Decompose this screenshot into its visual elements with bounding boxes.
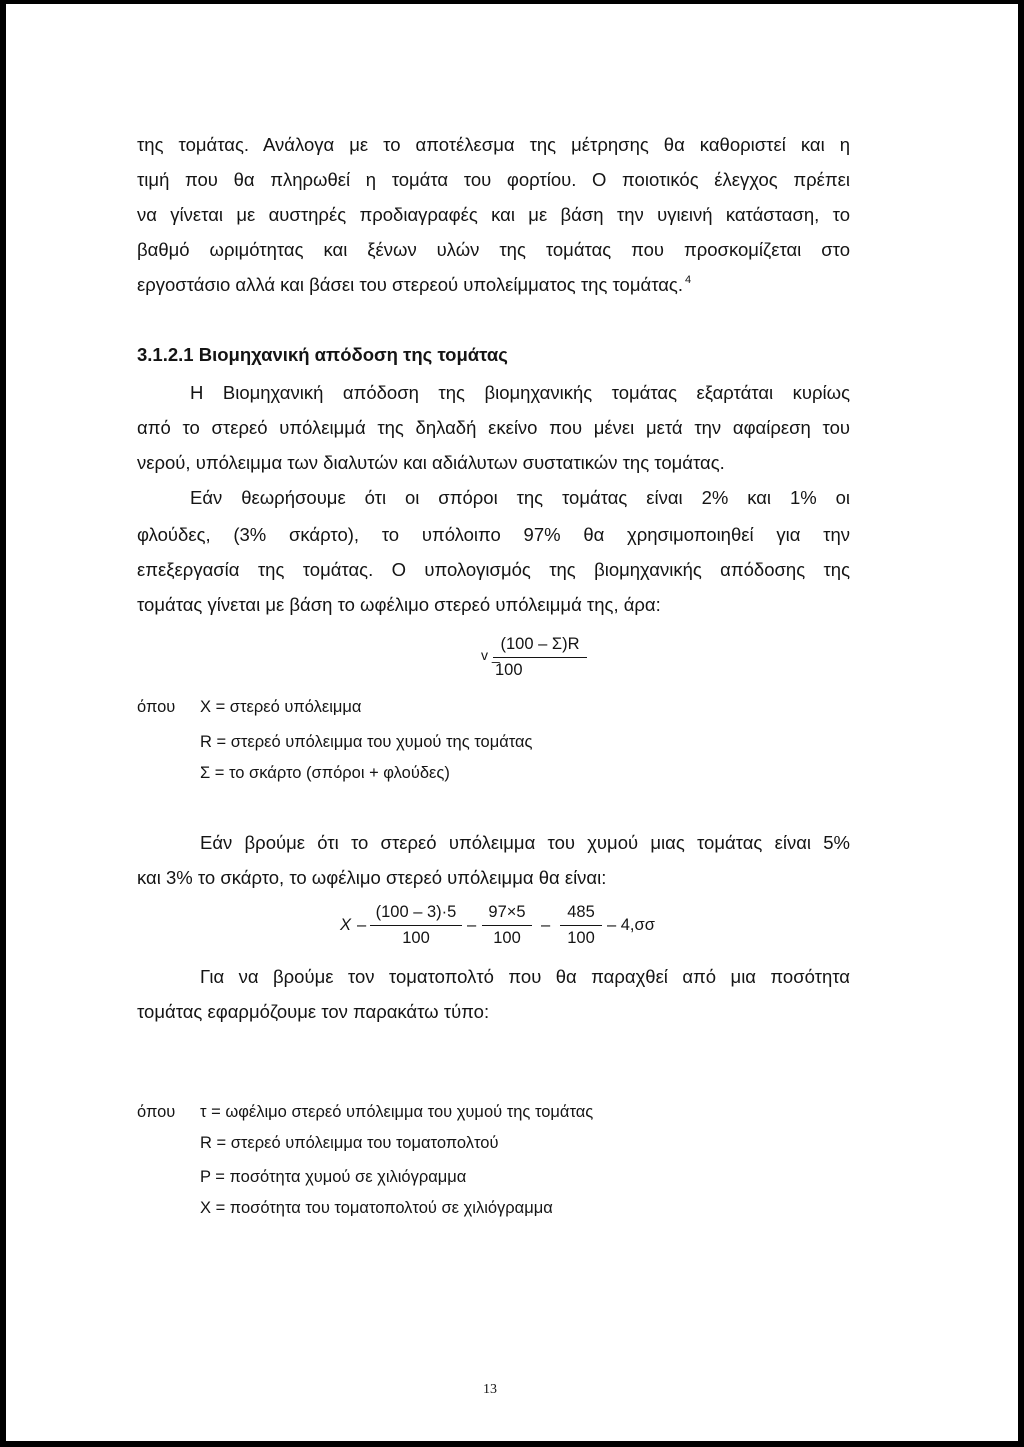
paragraph-2-line-1: Η Βιομηχανική απόδοση της βιομηχανικής τομάτας εξαρτάται κυρίως	[190, 382, 850, 403]
paragraph-1-line-4: βαθμό ωριμότητας και ξένων υλών της τομάτας που προσκομίζεται στο	[137, 239, 850, 260]
definition-1-item-2: R = στερεό υπόλειμμα του χυμού της τομάτας	[200, 733, 533, 751]
paragraph-1-line-5	[137, 273, 691, 297]
definition-1-item-1: Χ = στερεό υπόλειμμα	[200, 698, 362, 716]
formula-2-operator-1: –	[357, 916, 367, 934]
definition-2-item-2: R = στερεό υπόλειμμα του τοματοπολτού	[200, 1134, 499, 1152]
formula-1-fraction	[493, 633, 587, 680]
paragraph-3-line-4: τομάτας γίνεται με βάση το ωφέλιμο στερεό υπόλειμμά της, άρα:	[137, 594, 661, 615]
paragraph-5-line-2: τομάτας εφαρμόζουμε τον παρακάτω τύπο:	[137, 1001, 490, 1022]
paragraph-1-line-3: να γίνεται με αυστηρές προδιαγραφές και με βάση την υγιεινή κατάσταση, το	[137, 204, 850, 225]
paragraph-4-line-2: και 3% το σκάρτο, το ωφέλιμο στερεό υπόλειμμα θα είναι:	[137, 867, 607, 888]
formula-2-fraction-3-numerator: 485	[560, 901, 602, 926]
formula-2-fraction-2-denominator: 100	[493, 929, 521, 947]
formula-2-fraction-1-numerator: (100 – 3)·5	[370, 901, 462, 926]
formula-1-numerator: (100 – Σ)R	[493, 633, 587, 658]
paragraph-1-line-5-text: εργοστάσιο αλλά και βάσει του στερεού υπολείμματος της τομάτας.	[137, 274, 683, 295]
page-number: 13	[483, 1382, 497, 1397]
paragraph-1-line-1: της τομάτας. Ανάλογα με το αποτέλεσμα της μέτρησης θα καθοριστεί και η	[137, 134, 850, 155]
formula-2-operator-2: –	[467, 916, 477, 934]
formula-2-variable: X	[340, 916, 352, 934]
definitions-1-label: όπου	[137, 698, 176, 716]
definition-2-item-1: τ = ωφέλιμο στερεό υπόλειμμα του χυμού της τομάτας	[200, 1103, 594, 1121]
section-heading: 3.1.2.1 Βιομηχανική απόδοση της τομάτας	[137, 344, 508, 365]
paragraph-4-line-1: Εάν βρούμε ότι το στερεό υπόλειμμα του χυμού μιας τομάτας είναι 5%	[200, 832, 850, 853]
formula-2-operator-3: –	[541, 916, 551, 934]
formula-2-fraction-1	[370, 901, 462, 948]
formula-2-fraction-1-denominator: 100	[402, 929, 430, 947]
definition-2-item-3: Ρ = ποσότητα χυμού σε χιλιόγραμμα	[200, 1168, 467, 1186]
paragraph-3-line-1: Εάν θεωρήσουμε ότι οι σπόροι της τομάτας είναι 2% και 1% οι	[190, 487, 850, 508]
definition-1-item-3: Σ = το σκάρτο (σπόροι + φλούδες)	[200, 764, 450, 782]
paragraph-5-line-1: Για να βρούμε τον τοματοπολτό που θα παραχθεί από μια ποσότητα	[200, 966, 850, 987]
paragraph-2-line-3: νερού, υπόλειμμα των διαλυτών και αδιάλυτων συστατικών της τομάτας.	[137, 452, 725, 473]
paragraph-3-line-2: φλούδες, (3% σκάρτο), το υπόλοιπο 97% θα χρησιμοποιηθεί για την	[137, 524, 850, 545]
definitions-2-label: όπου	[137, 1103, 176, 1121]
formula-2-fraction-2	[482, 901, 532, 948]
formula-1-denominator: 100	[495, 661, 523, 679]
footnote-reference: 4	[685, 274, 692, 286]
formula-2-fraction-2-numerator: 97×5	[482, 901, 532, 926]
formula-2-result: – 4,σσ	[607, 916, 655, 934]
formula-2-fraction-3	[560, 901, 602, 948]
paragraph-3-line-3: επεξεργασία της τομάτας. Ο υπολογισμός της βιομηχανικής απόδοσης της	[137, 559, 850, 580]
definition-2-item-4: Χ = ποσότητα του τοματοπολτού σε χιλιόγραμμα	[200, 1199, 553, 1217]
formula-1-lhs: v _	[481, 647, 500, 663]
formula-2-fraction-3-denominator: 100	[567, 929, 595, 947]
paragraph-2-line-2: από το στερεό υπόλειμμά της δηλαδή εκείνο που μένει μετά την αφαίρεση του	[137, 417, 850, 438]
paragraph-1-line-2: τιμή που θα πληρωθεί η τομάτα του φορτίου. Ο ποιοτικός έλεγχος πρέπει	[137, 169, 850, 190]
